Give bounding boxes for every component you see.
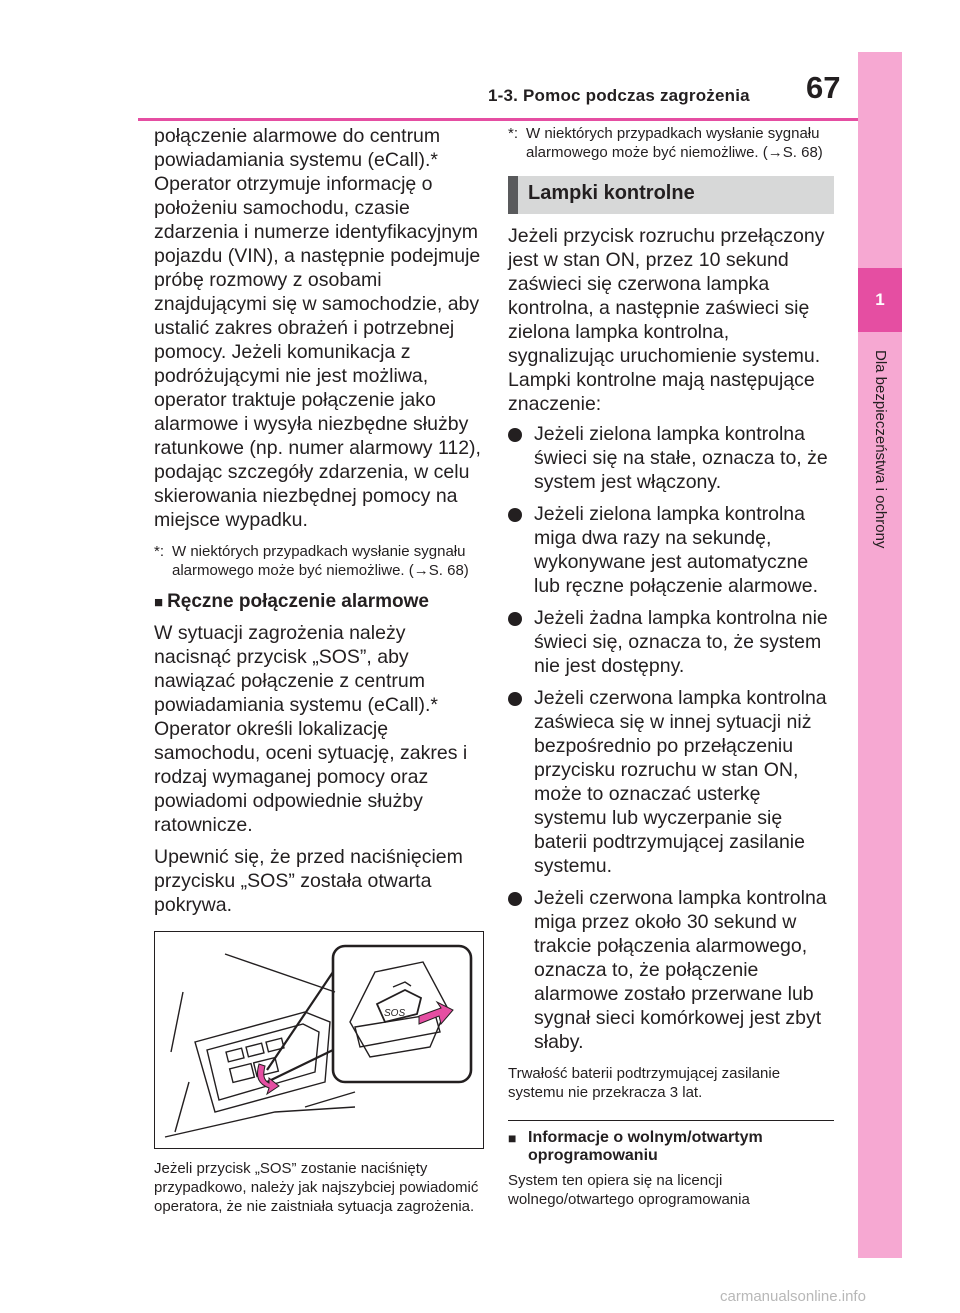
section-divider [508,1120,834,1121]
list-item-text: Jeżeli czerwona lampka kontrolna miga przez około 30 sekund w trakcie połączenia alarmowego, oznacza to, że połączenie alarmowe zostało przerwane lub sygnał sieci komórkowej jest zbyt słaby. [534,887,827,1053]
footnote-marker: *: [508,125,519,142]
heading-text: Informacje o wolnym/otwartym oprogramowaniu [528,1129,763,1164]
sos-button-illustration [154,931,484,1149]
header-divider [138,118,858,121]
footnote-text: W niektórych przypadkach wysłanie sygnału alarmowego może być niemożliwe. (→S. 68) [526,125,823,161]
bullet-icon [508,692,522,706]
footnote [154,542,484,580]
chapter-number: 1 [858,268,902,332]
page-number: 67 [806,70,841,105]
footnote-marker: *: [154,543,165,560]
list-item-text: Jeżeli zielona lampka kontrolna świeci się na stałe, oznacza to, że system jest włączony. [534,423,828,493]
left-column [154,124,484,1216]
lamp-status-list [508,422,834,1054]
intro-paragraph: połączenie alarmowe do centrum powiadamiania systemu (eCall).* Operator otrzymuje informację o położeniu samochodu, czasie zdarzenia i numerze identyfikacyjnym pojazdu (VIN), a następnie podejmuje próbę rozmowy z osobami znajdującymi się w samochodzie, aby ustalić zakres obrażeń i potrzebnej pomocy. Jeżeli komunikacja z podróżującymi nie jest możliwa, operator traktuje połączenie jako alarmowe i wysyła niezbędne służby ratunkowe (np. numer alarmowy 112), podając szczegóły zdarzenia, w celu skierowania niezbędnej pomocy na miejsce wypadku. [154,125,481,531]
list-item [508,886,834,1054]
bullet-icon [508,612,522,626]
info-heading [508,1129,834,1165]
list-item [508,686,834,878]
list-item [508,422,834,494]
battery-note: Trwałość baterii podtrzymującej zasilanie systemu nie przekracza 3 lat. [508,1065,781,1101]
sos-label: SOS [384,1008,406,1019]
cover-paragraph: Upewnić się, że przed naciśnięciem przycisku „SOS” została otwarta pokrywa. [154,846,463,916]
chapter-label: Dla bezpieczeństwa i ochrony [872,350,889,549]
section-heading: Lampki kontrolne [528,182,695,204]
bullet-icon [508,508,522,522]
heading-marker: ■ [154,594,164,611]
heading-text: Ręczne połączenie alarmowe [167,591,429,612]
right-column [508,124,834,1209]
bullet-icon [508,428,522,442]
footnote-text: W niektórych przypadkach wysłanie sygnału alarmowego może być niemożliwe. (→S. 68) [172,543,469,579]
chapter-tab [858,52,902,1258]
bullet-icon [508,892,522,906]
list-item [508,606,834,678]
info-text: System ten opiera się na licencji wolnego/otwartego oprogramowania [508,1172,750,1208]
watermark: carmanualsonline.info [720,1288,866,1305]
manual-call-heading [154,590,484,615]
manual-call-paragraph: W sytuacji zagrożenia należy nacisnąć przycisk „SOS”, aby nawiązać połączenie z centrum powiadamiania systemu (eCall).* Operator określi lokalizację samochodu, oceni sytuację, zakres i rodzaj wymaganej pomocy oraz powiadomi odpowiednie służby ratownicze. [154,622,468,836]
list-item [508,502,834,598]
heading-marker: ■ [508,1130,517,1146]
section-heading-box [508,176,834,214]
overhead-console-drawing [155,932,483,1148]
list-item-text: Jeżeli zielona lampka kontrolna miga dwa razy na sekundę, wykonywane jest automatyczne lub ręczne połączenie alarmowe. [534,503,818,597]
figure-caption: Jeżeli przycisk „SOS” zostanie naciśnięty przypadkowo, należy jak najszybciej powiadomić operatora, że nie zaistniała sytuacja zagrożenia. [154,1160,479,1215]
section-title: 1-3. Pomoc podczas zagrożenia [488,86,750,105]
footnote [508,124,834,162]
list-item-text: Jeżeli żadna lampka kontrolna nie świeci się, oznacza to, że system nie jest dostępny. [534,607,828,677]
lamps-intro-paragraph: Jeżeli przycisk rozruchu przełączony jest w stan ON, przez 10 sekund zaświeci się czerwona lampka kontrolna, a następnie zaświeci się zielona lampka kontrolna, sygnalizując uruchomienie systemu. Lampki kontrolne mają następujące znaczenie: [508,225,825,415]
list-item-text: Jeżeli czerwona lampka kontrolna zaświeca się w innej sytuacji niż bezpośrednio po przełączeniu przycisku rozruchu w stan ON, może to oznaczać usterkę systemu lub wyczerpanie się baterii podtrzymującej zasilanie systemu. [534,687,827,877]
